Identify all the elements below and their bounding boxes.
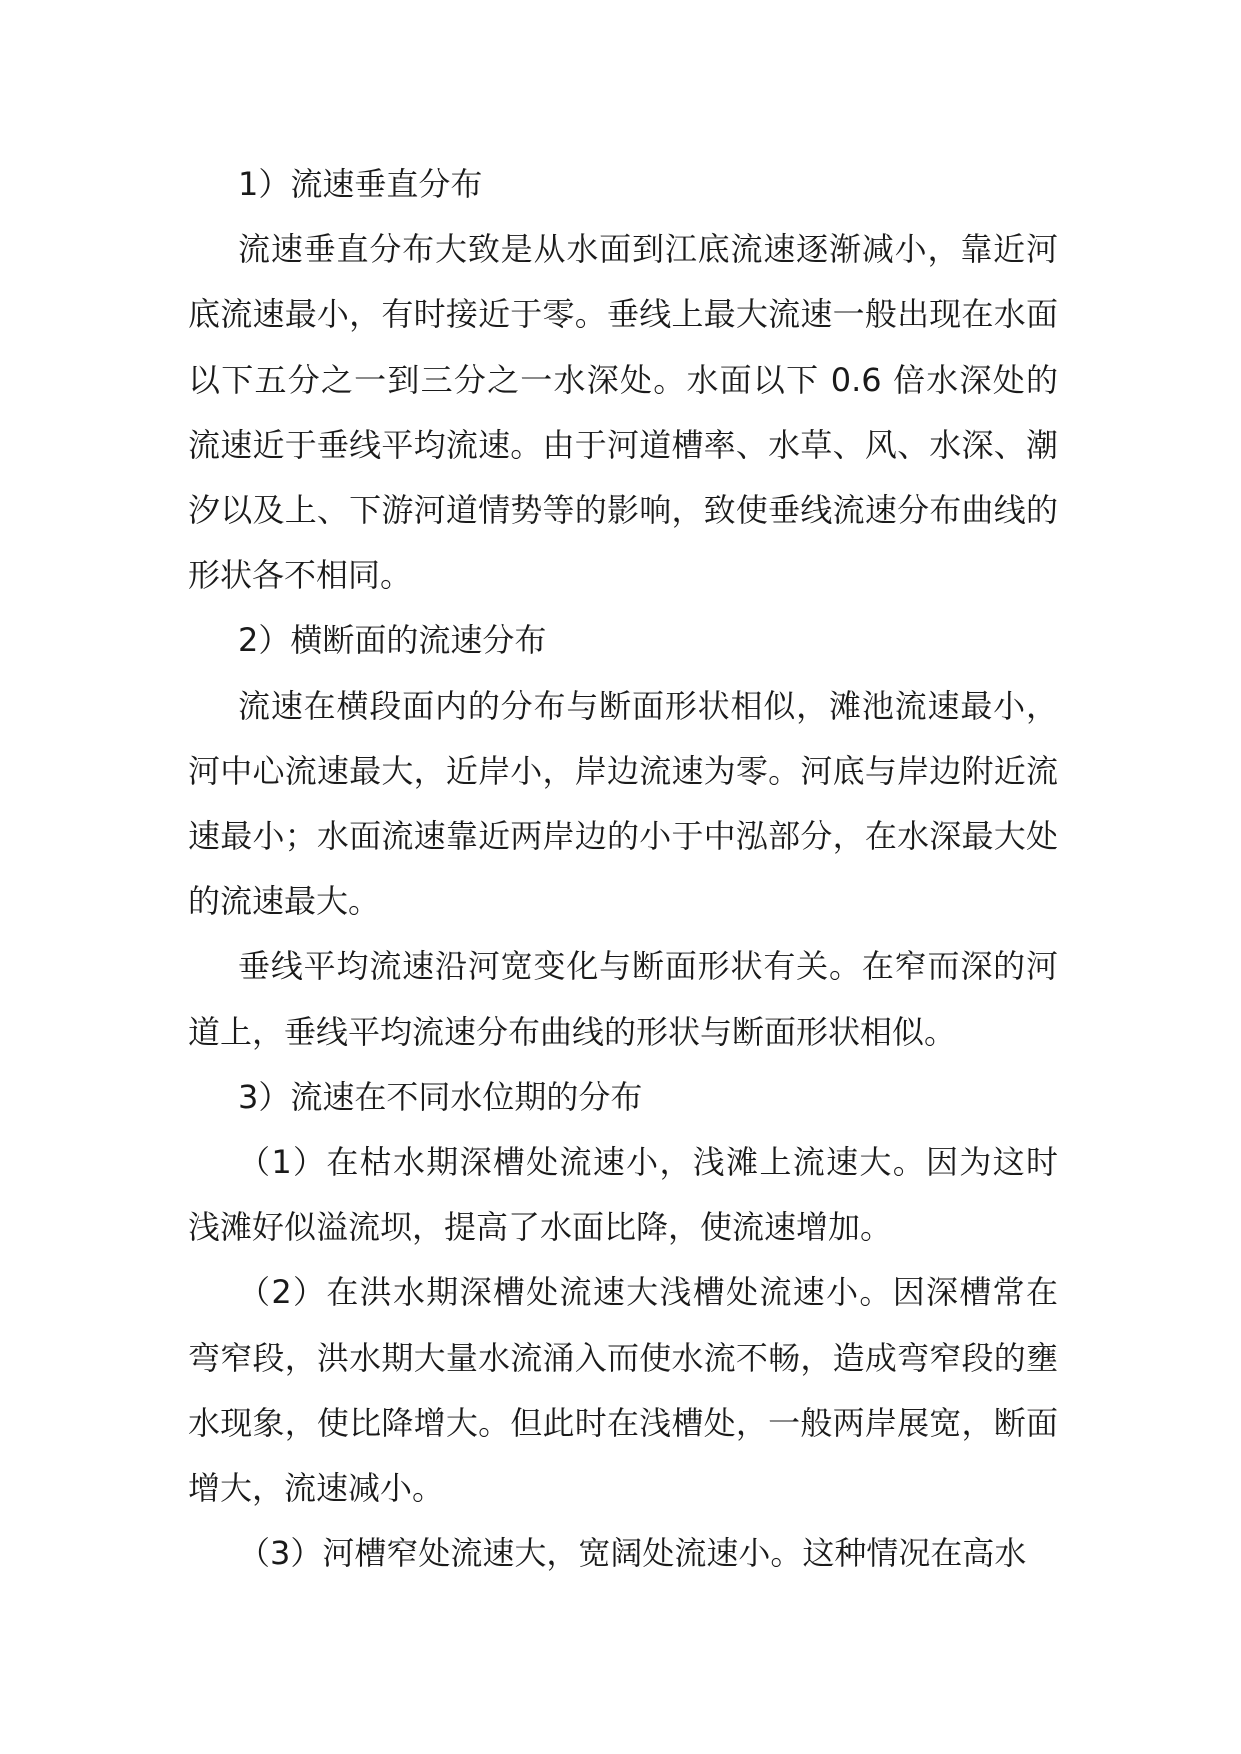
paragraph-dry-season: （1）在枯水期深槽处流速小，浅滩上流速大。因为这时浅滩好似溢流坝，提高了水面比降，使流速增加。 bbox=[188, 1143, 1058, 1247]
section-heading-water-level-periods: 3）流速在不同水位期的分布 bbox=[238, 1077, 643, 1116]
paragraph-flood-season: （2）在洪水期深槽处流速大浅槽处流速小。因深槽常在弯窄段，洪水期大量水流涌入而使水流不畅，造成弯窄段的壅水现象，使比降增大。但此时在浅槽处，一般两岸展宽，断面增大，流速减小。 bbox=[188, 1273, 1058, 1508]
paragraph-cross-section-distribution: 流速在横段面内的分布与断面形状相似，滩池流速最小，河中心流速最大，近岸小，岸边流速为零。河底与岸边附近流速最小；水面流速靠近两岸边的小于中泓部分，在水深最大处的流速最大。 bbox=[188, 686, 1058, 921]
paragraph-narrow-wide-channel: （3）河槽窄处流速大，宽阔处流速小。这种情况在高水 bbox=[238, 1534, 1027, 1573]
section-heading-vertical-distribution: 1）流速垂直分布 bbox=[238, 165, 483, 203]
document-body bbox=[188, 152, 1058, 1586]
paragraph-mean-velocity-width: 垂线平均流速沿河宽变化与断面形状有关。在窄而深的河道上，垂线平均流速分布曲线的形状与断面形状相似。 bbox=[188, 947, 1058, 1051]
paragraph-vertical-distribution: 流速垂直分布大致是从水面到江底流速逐渐减小，靠近河底流速最小，有时接近于零。垂线上最大流速一般出现在水面以下五分之一到三分之一水深处。水面以下 0.6 倍水深处的流速近于垂线平均流速。由于河道槽率、水草、风、水深、潮汐以及上、下游河道情势等的影响，致使垂线流速分布曲线的形状各不相同。 bbox=[188, 230, 1058, 595]
section-heading-cross-section-distribution: 2）横断面的流速分布 bbox=[238, 621, 547, 660]
